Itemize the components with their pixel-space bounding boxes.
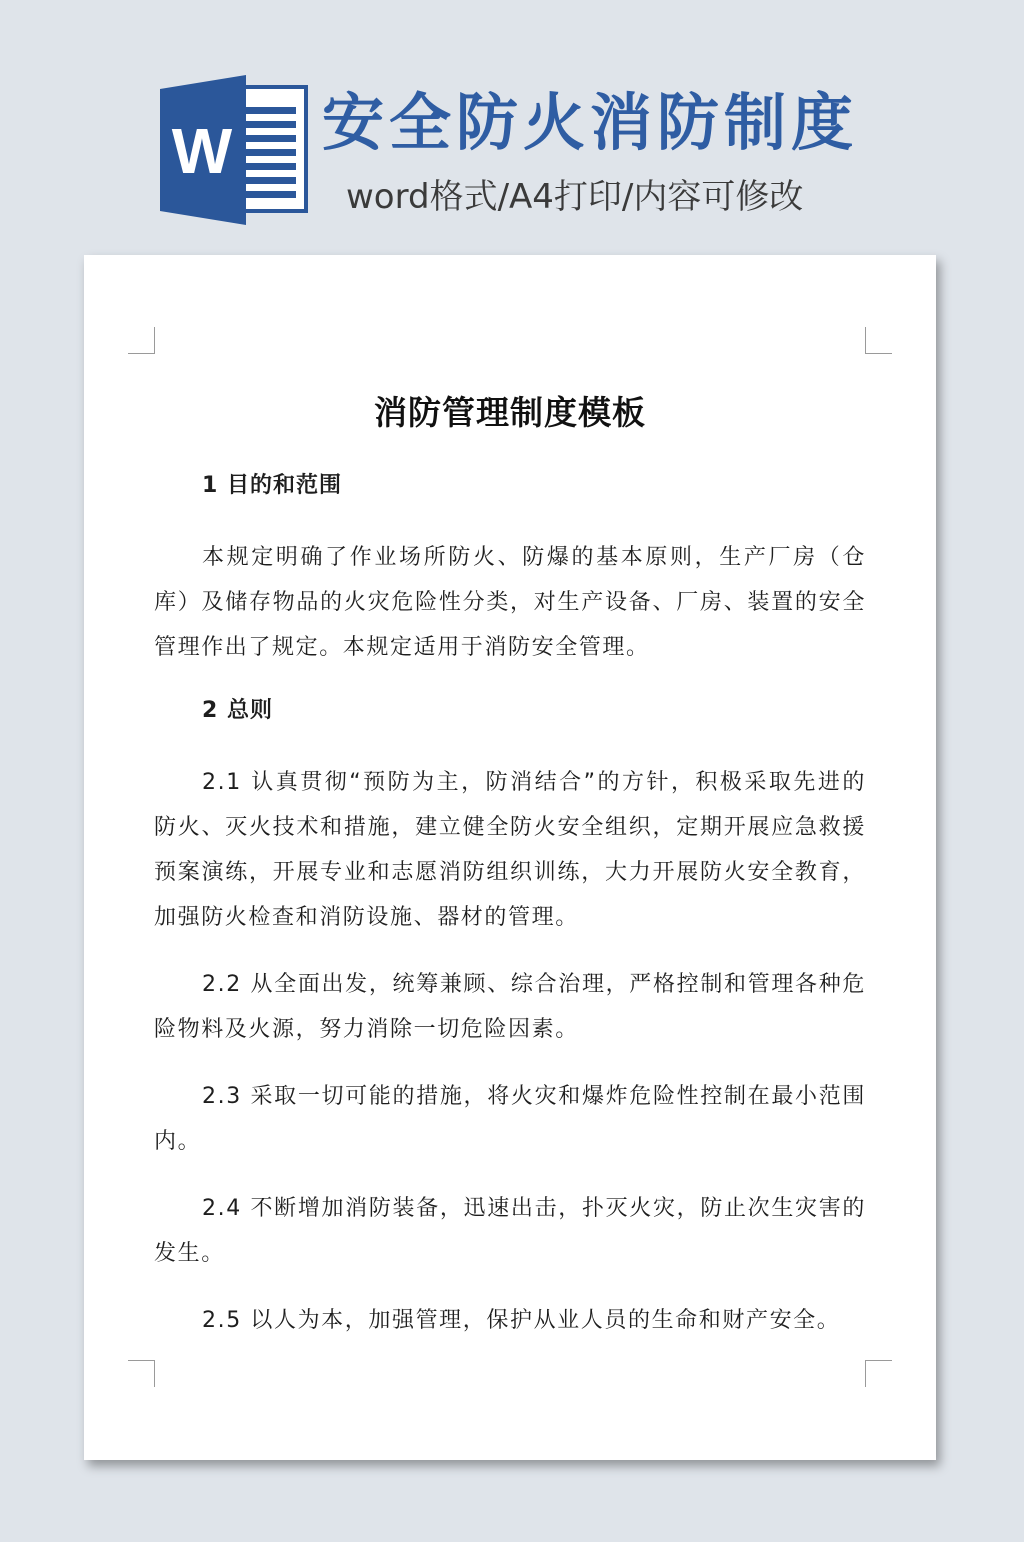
paragraph: 2.5 以人为本，加强管理，保护从业人员的生命和财产安全。: [202, 1308, 841, 1333]
section-heading: 2 总则: [202, 698, 273, 723]
crop-mark-top-left: [128, 327, 155, 354]
section-heading: 1 目的和范围: [202, 473, 342, 498]
crop-mark-top-right: [865, 327, 892, 354]
word-icon: [160, 75, 310, 225]
banner: [0, 0, 1024, 240]
paragraph: 本规定明确了作业场所防火、防爆的基本原则，生产厂房（仓库）及储存物品的火灾危险性分类，对生产设备、厂房、装置的安全管理作出了规定。本规定适用于消防安全管理。: [154, 545, 866, 660]
paragraph: 2.1 认真贯彻“预防为主，防消结合”的方针，积极采取先进的防火、灭火技术和措施，建立健全防火安全组织，定期开展应急救援预案演练，开展专业和志愿消防组织训练，大力开展防火安全教育，加强防火检查和消防设施、器材的管理。: [154, 770, 866, 930]
crop-mark-bottom-left: [128, 1360, 155, 1387]
paragraph: 2.2 从全面出发，统筹兼顾、综合治理，严格控制和管理各种危险物料及火源，努力消除一切危险因素。: [154, 972, 866, 1042]
paragraph: 2.4 不断增加消防装备，迅速出击，扑灭火灾，防止次生灾害的发生。: [154, 1196, 866, 1266]
banner-subtitle: word格式/A4打印/内容可修改: [346, 177, 804, 217]
document-body: [154, 467, 866, 1343]
document-title: 消防管理制度模板: [374, 393, 646, 432]
banner-title: 安全防火消防制度: [322, 86, 859, 159]
document-page: [84, 255, 936, 1460]
word-logo-letter: W: [171, 115, 233, 187]
paragraph: 2.3 采取一切可能的措施，将火灾和爆炸危险性控制在最小范围内。: [154, 1084, 866, 1154]
crop-mark-bottom-right: [865, 1360, 892, 1387]
